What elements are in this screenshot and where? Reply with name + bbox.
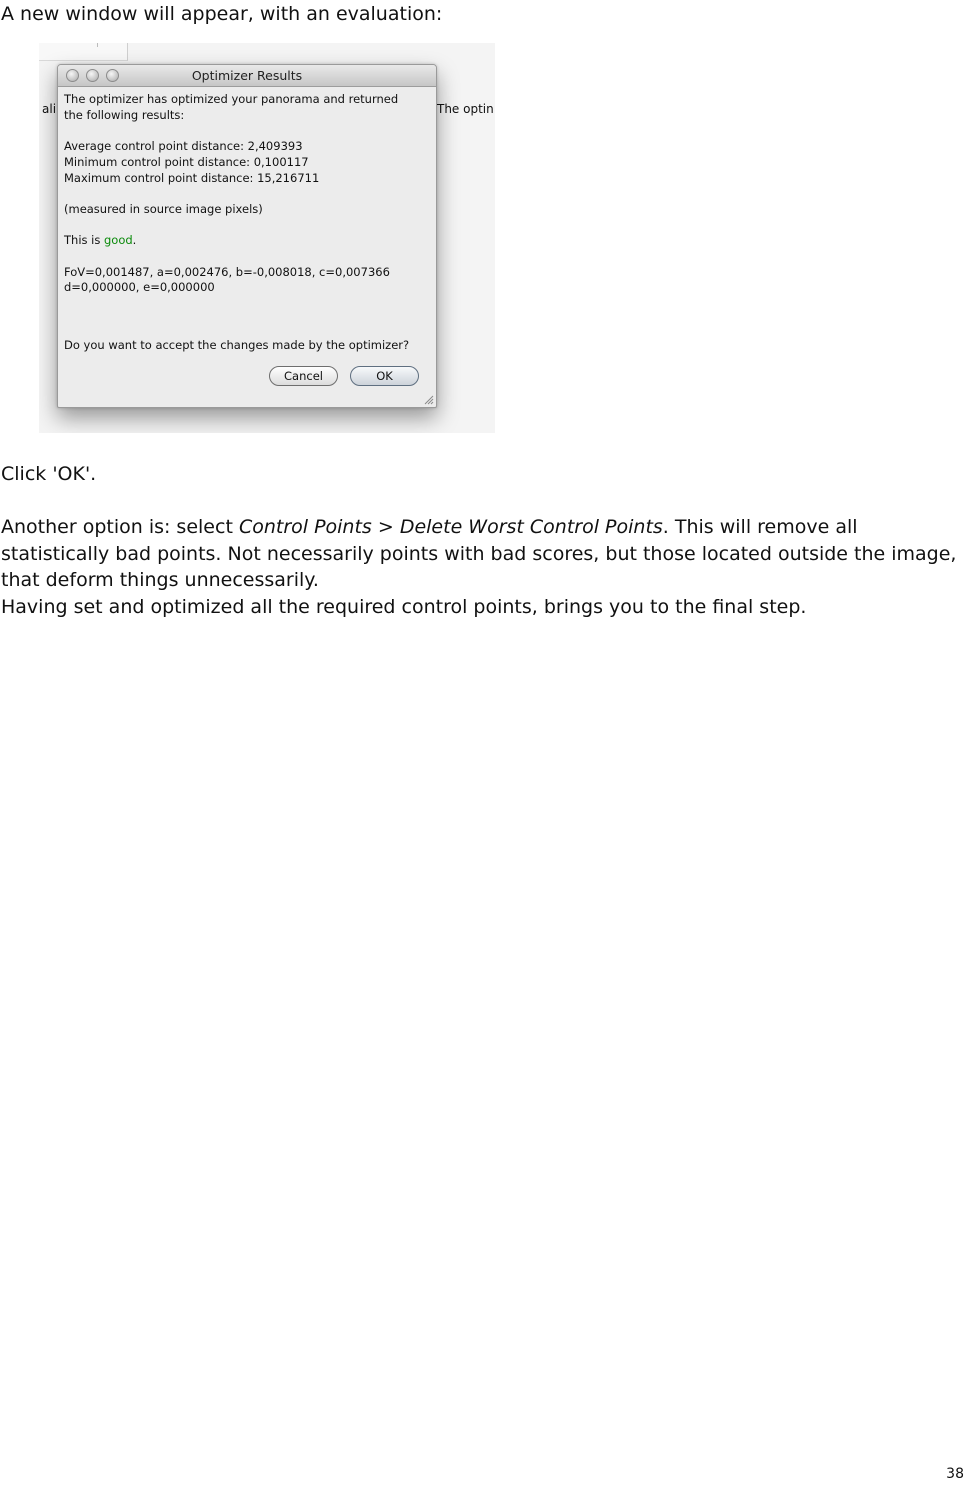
maximum-distance: Maximum control point distance: 15,216711 xyxy=(64,170,320,185)
measurement-note: (measured in source image pixels) xyxy=(64,201,263,216)
optimizer-screenshot xyxy=(39,43,495,433)
parameters-line-2: d=0,000000, e=0,000000 xyxy=(64,280,215,295)
final-step-text: Having set and optimized all the required control points, brings you to the final step. xyxy=(1,596,807,618)
average-distance: Average control point distance: 2,409393 xyxy=(64,139,303,154)
minimum-distance: Minimum control point distance: 0,100117 xyxy=(64,154,309,169)
background-text-left: ali xyxy=(42,102,57,116)
optimizer-results-dialog xyxy=(57,64,437,408)
dialog-message xyxy=(64,92,434,296)
option-suffix: . This will remove all statistically bad points. Not necessarily points with bad scores, but those located outside the image, that deform things unnecessarily. xyxy=(1,516,957,591)
message-line-1: The optimizer has optimized your panorama and returned xyxy=(64,92,399,106)
accept-question: Do you want to accept the changes made by the optimizer? xyxy=(64,338,410,352)
option-paragraph xyxy=(1,514,966,594)
intro-text: A new window will appear, with an evaluation: xyxy=(1,3,443,25)
quality-value: good xyxy=(104,233,133,248)
resize-grip-icon[interactable] xyxy=(424,395,434,405)
background-tab xyxy=(39,43,128,61)
option-prefix: Another option is: select xyxy=(1,516,239,538)
cancel-button[interactable]: Cancel xyxy=(269,366,338,386)
background-text-right: The optin xyxy=(437,102,494,116)
menu-path: Control Points > Delete Worst Control Points xyxy=(238,516,663,538)
page-number: 38 xyxy=(946,1466,964,1482)
ok-button[interactable]: OK xyxy=(350,366,419,386)
click-ok-instruction: Click 'OK'. xyxy=(1,463,97,485)
dialog-titlebar xyxy=(58,65,436,87)
quality-suffix: . xyxy=(132,233,137,248)
dialog-title: Optimizer Results xyxy=(191,68,303,83)
message-line-2: the following results: xyxy=(64,107,185,122)
parameters-line-1: FoV=0,001487, a=0,002476, b=-0,008018, c=0,007366 xyxy=(64,264,390,279)
quality-line xyxy=(64,233,434,249)
quality-prefix: This is xyxy=(64,233,104,248)
